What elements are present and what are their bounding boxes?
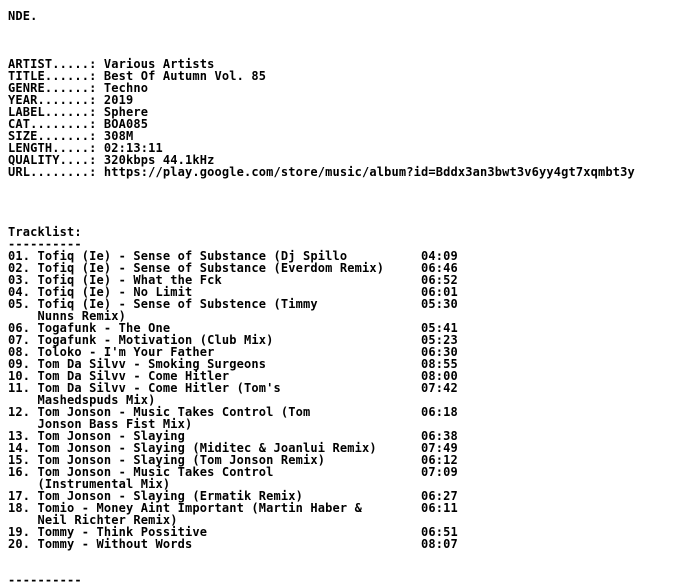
tracklist-heading	[8, 226, 635, 238]
track-title: Nunns Remix)	[37, 309, 126, 323]
info-label: CAT........:	[8, 117, 97, 131]
track-title: Tom Jonson - Music Takes Control	[37, 465, 274, 479]
info-label: GENRE......:	[8, 81, 97, 95]
blank-line	[8, 190, 635, 202]
info-value: 308M	[103, 129, 134, 143]
track-duration: 07:49	[420, 441, 458, 455]
release-group-name: NDE.	[8, 9, 38, 23]
track-number: 16.	[8, 465, 31, 479]
info-label: URL........:	[8, 165, 97, 179]
track-title: Tommy - Without Words	[37, 537, 193, 551]
track-number: 07.	[8, 333, 31, 347]
track-title: Tom Jonson - Slaying (Miditec & Joanlui Remix)	[37, 441, 377, 455]
info-value: https://play.google.com/store/music/album?id=Bddx3an3bwt3v6yy4gt7xqmbt3y	[103, 165, 635, 179]
track-duration: 05:30	[421, 297, 458, 311]
divider-text: ----------	[8, 573, 82, 587]
track-number: 10.	[8, 369, 31, 383]
track-number: 06.	[8, 321, 31, 335]
track-duration: 06:18	[421, 405, 458, 419]
track-number: 17.	[8, 489, 31, 503]
info-label: QUALITY....:	[8, 153, 97, 167]
tracklist-heading-text: Tracklist:	[8, 225, 82, 239]
info-label: YEAR.......:	[8, 93, 97, 107]
track-number: 20.	[8, 537, 31, 551]
track-duration: 07:09	[421, 465, 458, 479]
track-number: 01.	[8, 249, 31, 263]
info-value: Various Artists	[103, 57, 215, 71]
track-title: (Instrumental Mix)	[37, 477, 171, 491]
info-label: SIZE.......:	[8, 129, 97, 143]
divider-text: ----------	[8, 237, 82, 251]
track-title: Tom Da Silvv - Come Hitler	[37, 369, 230, 383]
track-number: 15.	[8, 453, 31, 467]
footer-divider	[8, 574, 635, 586]
track-number: 18.	[8, 501, 31, 515]
track-duration: 08:07	[421, 537, 458, 551]
track-title: Tom Jonson - Slaying	[37, 429, 185, 443]
track-duration: 06:11	[420, 501, 458, 515]
track-duration: 05:23	[421, 333, 458, 347]
track-duration: 07:42	[421, 381, 458, 395]
track-number: 03.	[8, 273, 31, 287]
track-title: Tomio - Money Aint Important (Martin Haber &	[37, 501, 362, 515]
info-value: 2019	[103, 93, 134, 107]
track-number: 14.	[8, 441, 31, 455]
track-duration: 06:30	[421, 345, 458, 359]
track-title: Tom Jonson - Slaying (Ermatik Remix)	[37, 489, 303, 503]
info-row	[8, 166, 635, 178]
track-number: 08.	[8, 345, 31, 359]
track-duration: 06:38	[421, 429, 458, 443]
track-number: 05.	[8, 297, 31, 311]
info-value: Sphere	[103, 105, 149, 119]
track-title: Tofiq (Ie) - Sense of Substance (Dj Spillo	[37, 249, 348, 263]
track-title: Tom Da Silvv - Smoking Surgeons	[37, 357, 267, 371]
track-duration: 06:46	[420, 261, 458, 275]
release-group-tag	[8, 10, 635, 22]
info-value: Best Of Autumn Vol. 85	[103, 69, 267, 83]
track-title: Togafunk - The One	[37, 321, 171, 335]
info-value: 02:13:11	[103, 141, 163, 155]
track-number: 04.	[8, 285, 31, 299]
info-value: 320kbps 44.1kHz	[103, 153, 215, 167]
track-duration: 06:01	[421, 285, 458, 299]
track-number: 11.	[8, 381, 31, 395]
track-row	[8, 538, 635, 550]
track-duration: 06:27	[421, 489, 458, 503]
track-title: Tom Da Silvv - Come Hitler (Tom's	[37, 381, 281, 395]
track-title: Tofiq (Ie) - Sense of Substance (Everdom Remix)	[37, 261, 385, 275]
info-label: TITLE......:	[8, 69, 97, 83]
blank-line	[8, 34, 635, 46]
track-duration: 08:00	[421, 369, 458, 383]
track-title: Mashedspuds Mix)	[37, 393, 156, 407]
track-duration: 05:41	[421, 321, 458, 335]
track-title: Jonson Bass Fist Mix)	[37, 417, 193, 431]
track-number: 13.	[8, 429, 31, 443]
info-label: ARTIST.....:	[8, 57, 97, 71]
track-duration: 06:51	[421, 525, 458, 539]
blank-line	[8, 550, 635, 562]
track-duration: 08:55	[421, 357, 458, 371]
blank-line	[8, 202, 635, 214]
blank-line	[8, 562, 635, 574]
track-title: Tofiq (Ie) - No Limit	[37, 285, 193, 299]
track-title: Tom Jonson - Slaying (Tom Jonson Remix)	[37, 453, 326, 467]
info-value: Techno	[103, 81, 149, 95]
nfo-document	[8, 10, 635, 586]
track-number: 12.	[8, 405, 31, 419]
track-title: Neil Richter Remix)	[37, 513, 178, 527]
track-title: Togafunk - Motivation (Club Mix)	[37, 333, 274, 347]
track-duration: 04:09	[420, 249, 458, 263]
track-number: 09.	[8, 357, 31, 371]
blank-line	[8, 214, 635, 226]
info-value: BOA085	[103, 117, 149, 131]
blank-line	[8, 22, 635, 34]
info-label: LENGTH.....:	[8, 141, 97, 155]
track-title: Tom Jonson - Music Takes Control (Tom	[37, 405, 311, 419]
track-number: 02.	[8, 261, 31, 275]
track-duration: 06:52	[421, 273, 458, 287]
track-title: Tofiq (Ie) - What the Fck	[37, 273, 222, 287]
track-number: 19.	[8, 525, 31, 539]
track-title: Tommy - Think Possitive	[37, 525, 208, 539]
info-label: LABEL......:	[8, 105, 97, 119]
blank-line	[8, 178, 635, 190]
track-title: Toloko - I'm Your Father	[37, 345, 215, 359]
track-title: Tofiq (Ie) - Sense of Substence (Timmy	[37, 297, 318, 311]
track-duration: 06:12	[421, 453, 458, 467]
